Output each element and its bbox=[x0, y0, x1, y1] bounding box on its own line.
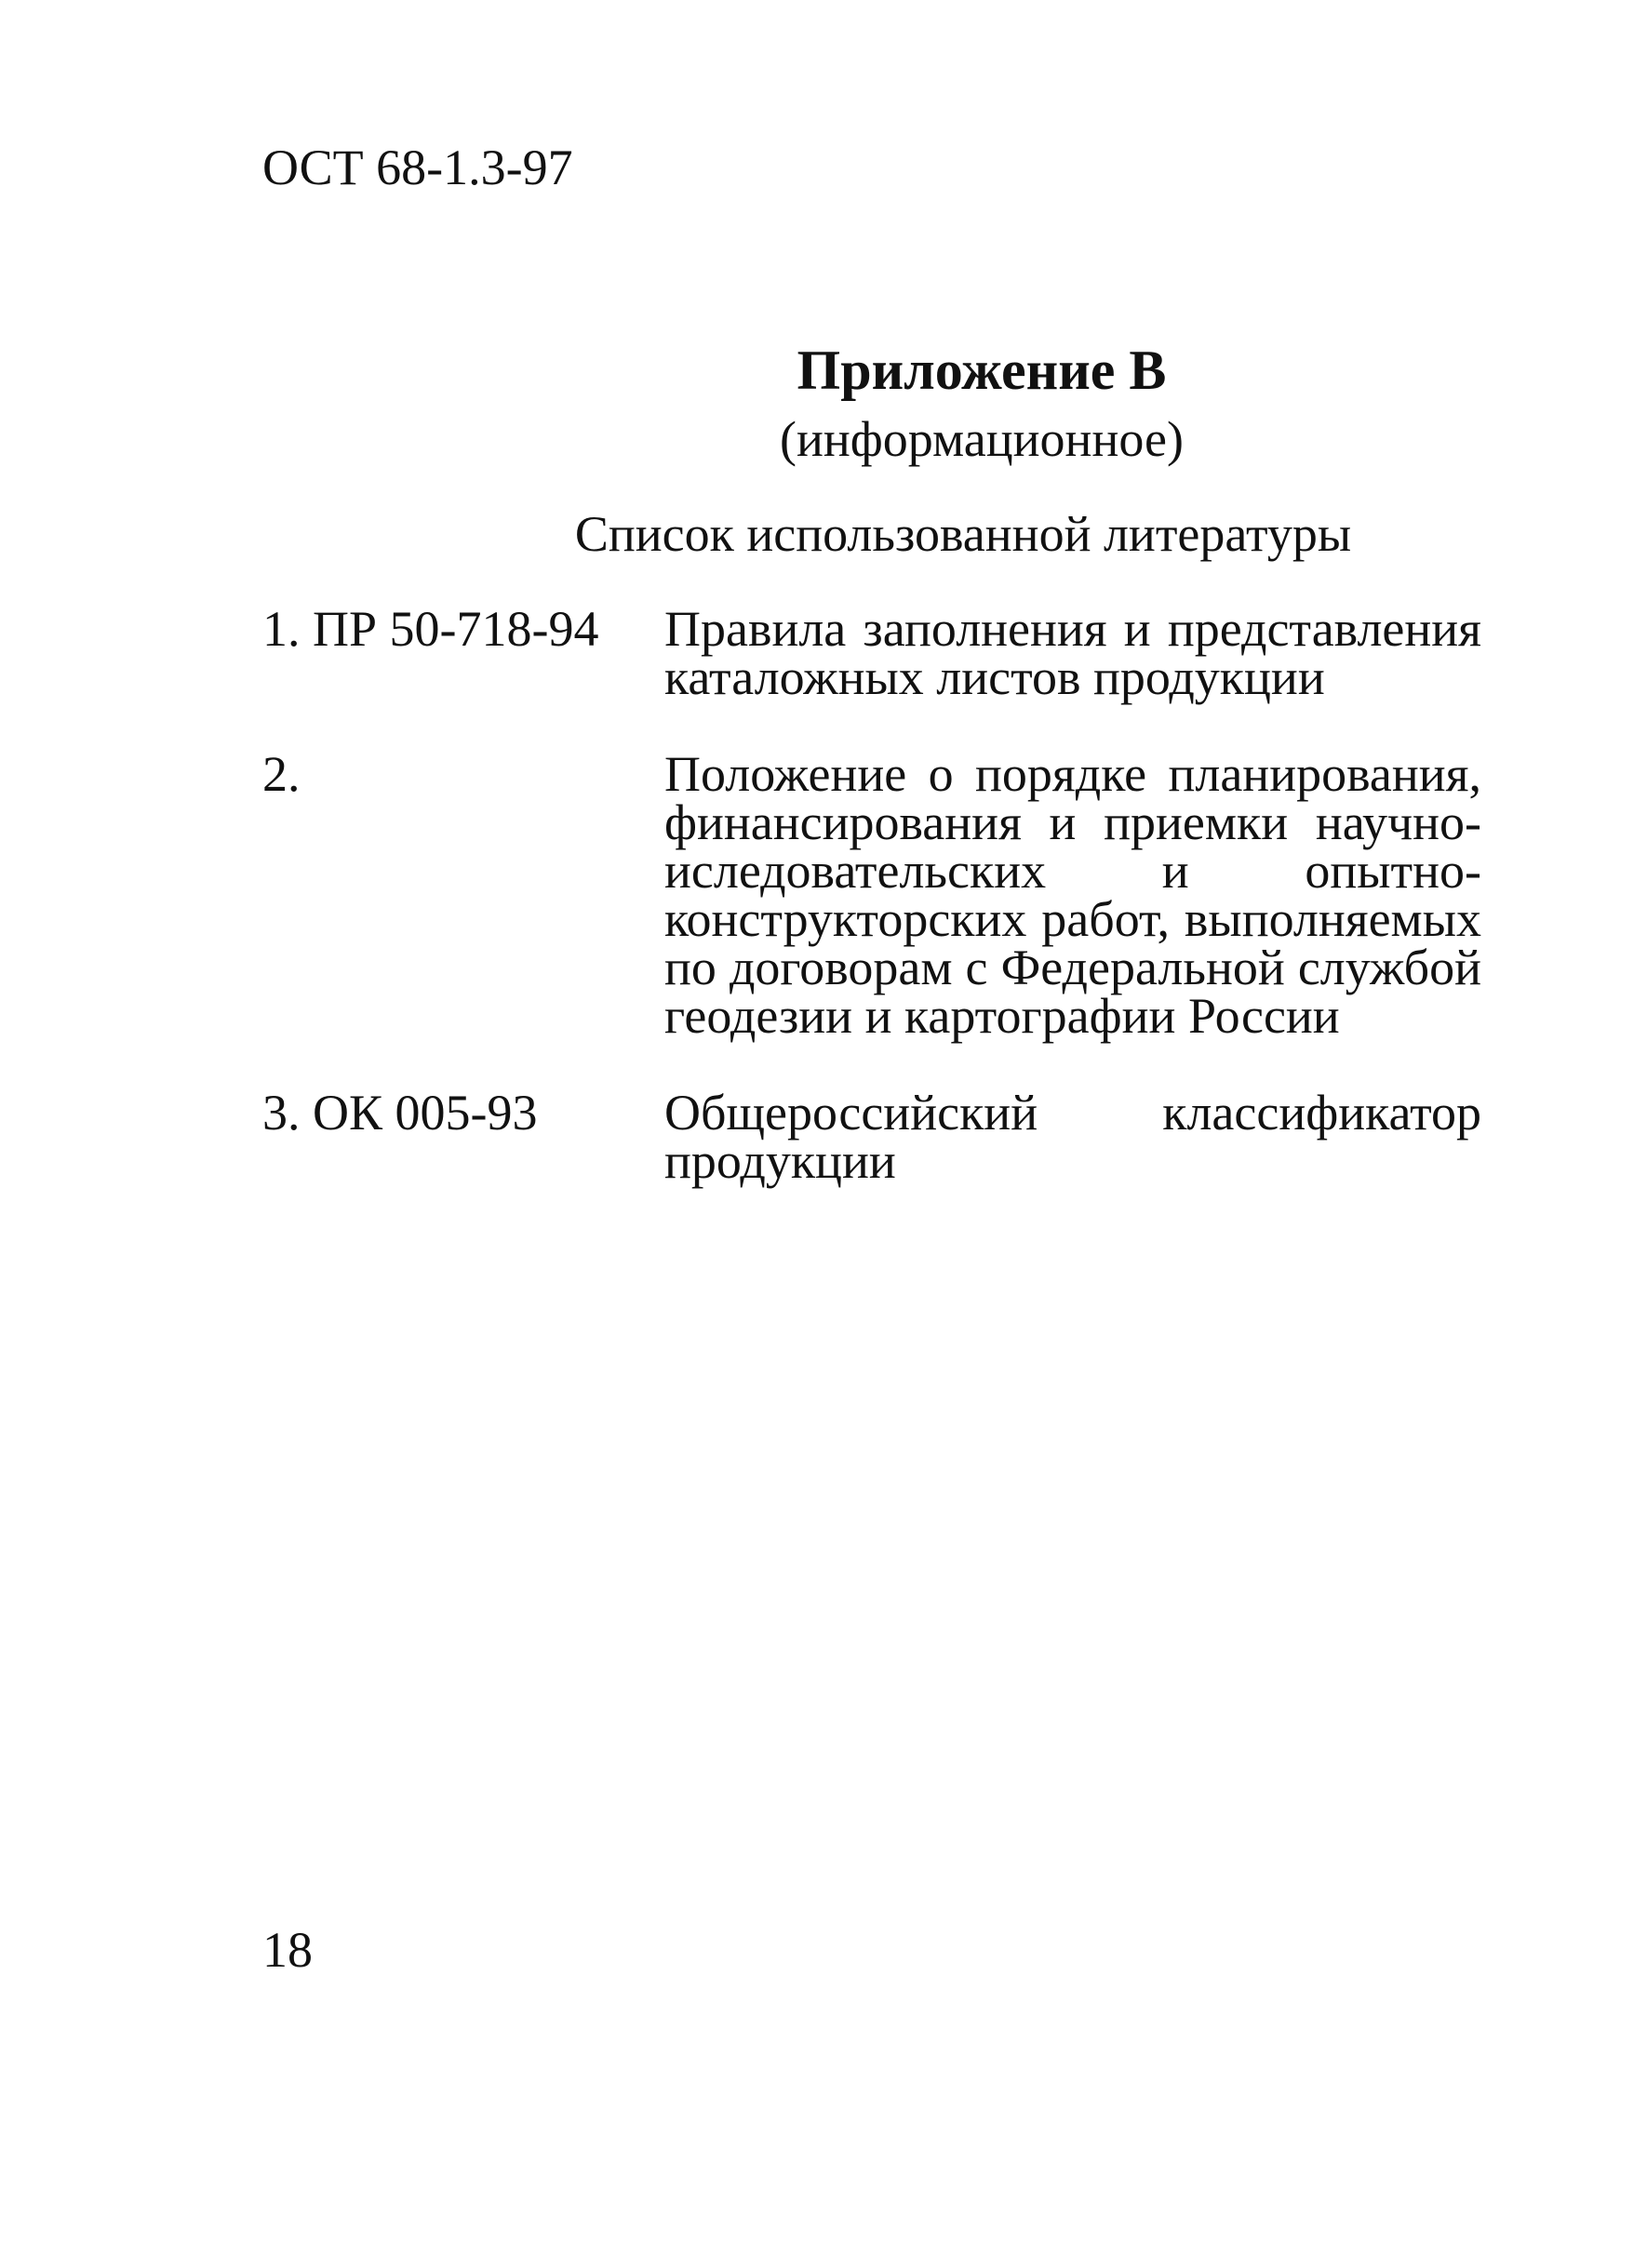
reference-item bbox=[262, 601, 1481, 705]
appendix-subtitle: (информационное) bbox=[780, 411, 1184, 467]
reference-code: 2. bbox=[262, 746, 301, 802]
reference-item bbox=[262, 1085, 1481, 1189]
reference-title: Правила заполнения и представления каталожных листов продукции bbox=[664, 601, 1481, 705]
appendix-title: Приложение В bbox=[797, 340, 1167, 401]
page-number: 18 bbox=[262, 1922, 313, 1978]
reference-title: Общероссийский классификатор продукции bbox=[664, 1085, 1481, 1189]
reference-list-heading: Список использованной литературы bbox=[574, 506, 1352, 562]
document-code: ОСТ 68-1.3-97 bbox=[262, 140, 573, 195]
reference-item bbox=[262, 746, 1481, 1044]
reference-code: 1. ПР 50-718-94 bbox=[262, 601, 599, 657]
reference-list bbox=[262, 601, 1481, 1234]
reference-code: 3. ОК 005-93 bbox=[262, 1085, 538, 1141]
reference-title: Положение о порядке планирования, финансирования и приемки научно-иследовательских и опытно-конструкторских работ, выполняемых по договорам с Федеральной службой геодезии и картографии России bbox=[664, 746, 1481, 1044]
